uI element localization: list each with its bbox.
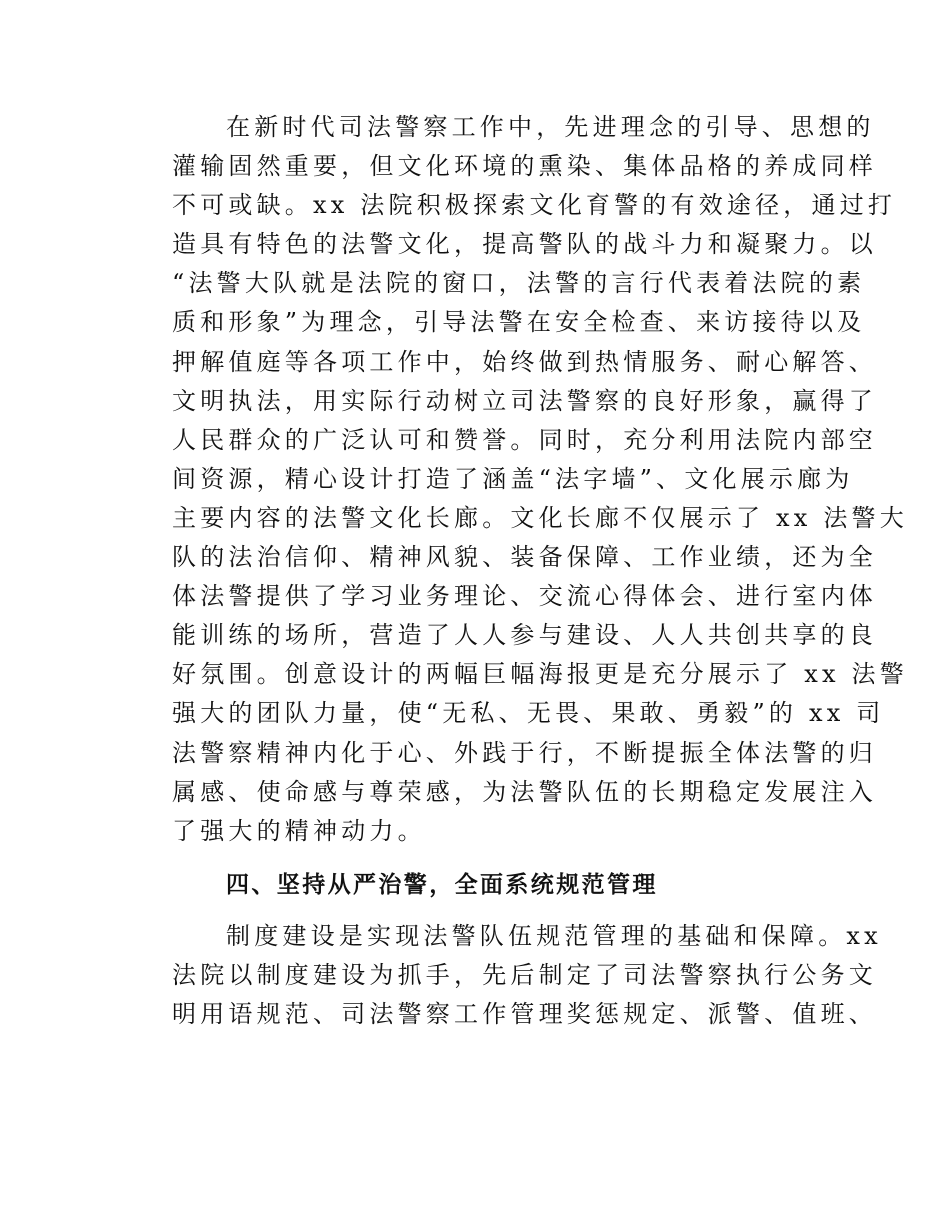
paragraph-line: 不可或缺。xx 法院积极探索文化育警的有效途径，通过打 (172, 191, 897, 220)
paragraph-line: 在新时代司法警察工作中，先进理念的引导、思想的 (226, 113, 875, 141)
paragraph-line: 队的法治信仰、精神风貌、装备保障、工作业绩，还为全 (172, 543, 877, 572)
paragraph-line: “法警大队就是法院的窗口，法警的言行代表着法院的素 (172, 269, 866, 298)
paragraph-line: 强大的团队力量，使“无私、无畏、果敢、勇毅”的 xx 司 (172, 699, 885, 728)
paragraph-line: 法警察精神内化于心、外践于行，不断提振全体法警的归 (172, 738, 877, 767)
paragraph-line: 能训练的场所，营造了人人参与建设、人人共创共享的良 (172, 621, 877, 650)
paragraph-1 (172, 108, 908, 851)
document-body (172, 108, 908, 1034)
paragraph-line: 灌输固然重要，但文化环境的熏染、集体品格的养成同样 (172, 152, 877, 181)
paragraph-line: 人民群众的广泛认可和赞誉。同时，充分利用法院内部空 (172, 425, 877, 454)
paragraph-line: 好氛围。创意设计的两幅巨幅海报更是充分展示了 xx 法警 (172, 660, 908, 689)
paragraph-line: 文明执法，用实际行动树立司法警察的良好形象，赢得了 (172, 386, 877, 415)
paragraph-line: 属感、使命感与尊荣感，为法警队伍的长期稳定发展注入 (172, 777, 877, 806)
paragraph-line: 押解值庭等各项工作中，始终做到热情服务、耐心解答、 (172, 347, 877, 376)
paragraph-line: 造具有特色的法警文化，提高警队的战斗力和凝聚力。以 (172, 230, 877, 259)
paragraph-2 (172, 917, 882, 1034)
paragraph-line: 法院以制度建设为抓手，先后制定了司法警察执行公务文 (172, 960, 877, 989)
paragraph-line: 体法警提供了学习业务理论、交流心得体会、进行室内体 (172, 582, 877, 611)
paragraph-line: 质和形象”为理念，引导法警在安全检查、来访接待以及 (172, 308, 866, 337)
paragraph-line: 主要内容的法警文化长廊。文化长廊不仅展示了 xx 法警大 (172, 503, 908, 532)
paragraph-line: 明用语规范、司法警察工作管理奖惩规定、派警、值班、 (172, 999, 877, 1028)
paragraph-line: 了强大的精神动力。 (172, 816, 426, 845)
section-heading: 四、坚持从严治警，全面系统规范管理 (226, 871, 658, 898)
paragraph-line: 制度建设是实现法警队伍规范管理的基础和保障。xx (226, 921, 882, 950)
paragraph-line: 间资源，精心设计打造了涵盖“法字墙”、文化展示廊为 (172, 464, 854, 493)
